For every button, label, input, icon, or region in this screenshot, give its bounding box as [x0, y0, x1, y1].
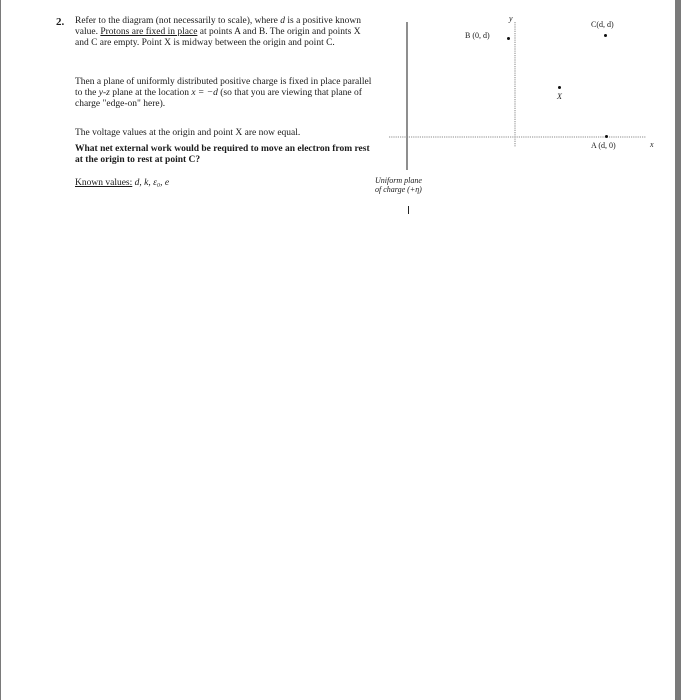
- setup-text-b: is a positive known value.: [75, 16, 361, 37]
- plane-of-charge-label: [375, 176, 422, 194]
- point-A-marker: [605, 135, 608, 138]
- known-values-list: d, k, ε₀, e: [134, 178, 170, 188]
- plane-text-a: Then a plane of uniformly distributed positive charge is fixed in place parallel to the: [75, 77, 372, 98]
- paragraph-question: What net external work would be required to move an electron from rest at the origin to rest at point C?: [75, 144, 370, 165]
- point-C-marker: [604, 34, 607, 37]
- plane-var-yz: y-z: [98, 87, 110, 98]
- plane-var-x: x = −d: [191, 87, 218, 98]
- document-page: [1, 0, 675, 700]
- paragraph-voltage: The voltage values at the origin and point X are now equal.: [75, 128, 301, 138]
- point-C-label: C(d, d): [591, 20, 614, 29]
- coordinate-diagram: [1, 0, 681, 700]
- setup-text-c: at points A and B. The origin and points X and C are empty. Point X is midway between the origin and point C.: [75, 26, 361, 48]
- y-axis-label: y: [509, 14, 513, 23]
- known-values-label: Known values:: [75, 178, 133, 188]
- plane-label-line1: Uniform plane: [375, 176, 422, 185]
- plane-label-tick: [408, 206, 409, 214]
- setup-text-a: Refer to the diagram (not necessarily to scale), where: [75, 16, 281, 26]
- plane-text-c: (so that you are viewing that plane of charge "edge-on" here).: [75, 87, 362, 109]
- setup-underlined-text: Protons are fixed in place: [100, 26, 198, 37]
- plane-label-line2: of charge (+η): [375, 185, 422, 194]
- point-B-label: B (0, d): [465, 31, 490, 40]
- plane-text-b: plane at the location: [109, 87, 192, 98]
- question-number: 2.: [56, 16, 65, 28]
- setup-var-d: d: [280, 16, 285, 26]
- point-X-label: X: [557, 92, 562, 101]
- point-A-label: A (d, 0): [591, 141, 616, 150]
- x-axis-label: x: [650, 140, 654, 149]
- point-X-marker: [558, 86, 561, 89]
- point-B-marker: [507, 37, 510, 40]
